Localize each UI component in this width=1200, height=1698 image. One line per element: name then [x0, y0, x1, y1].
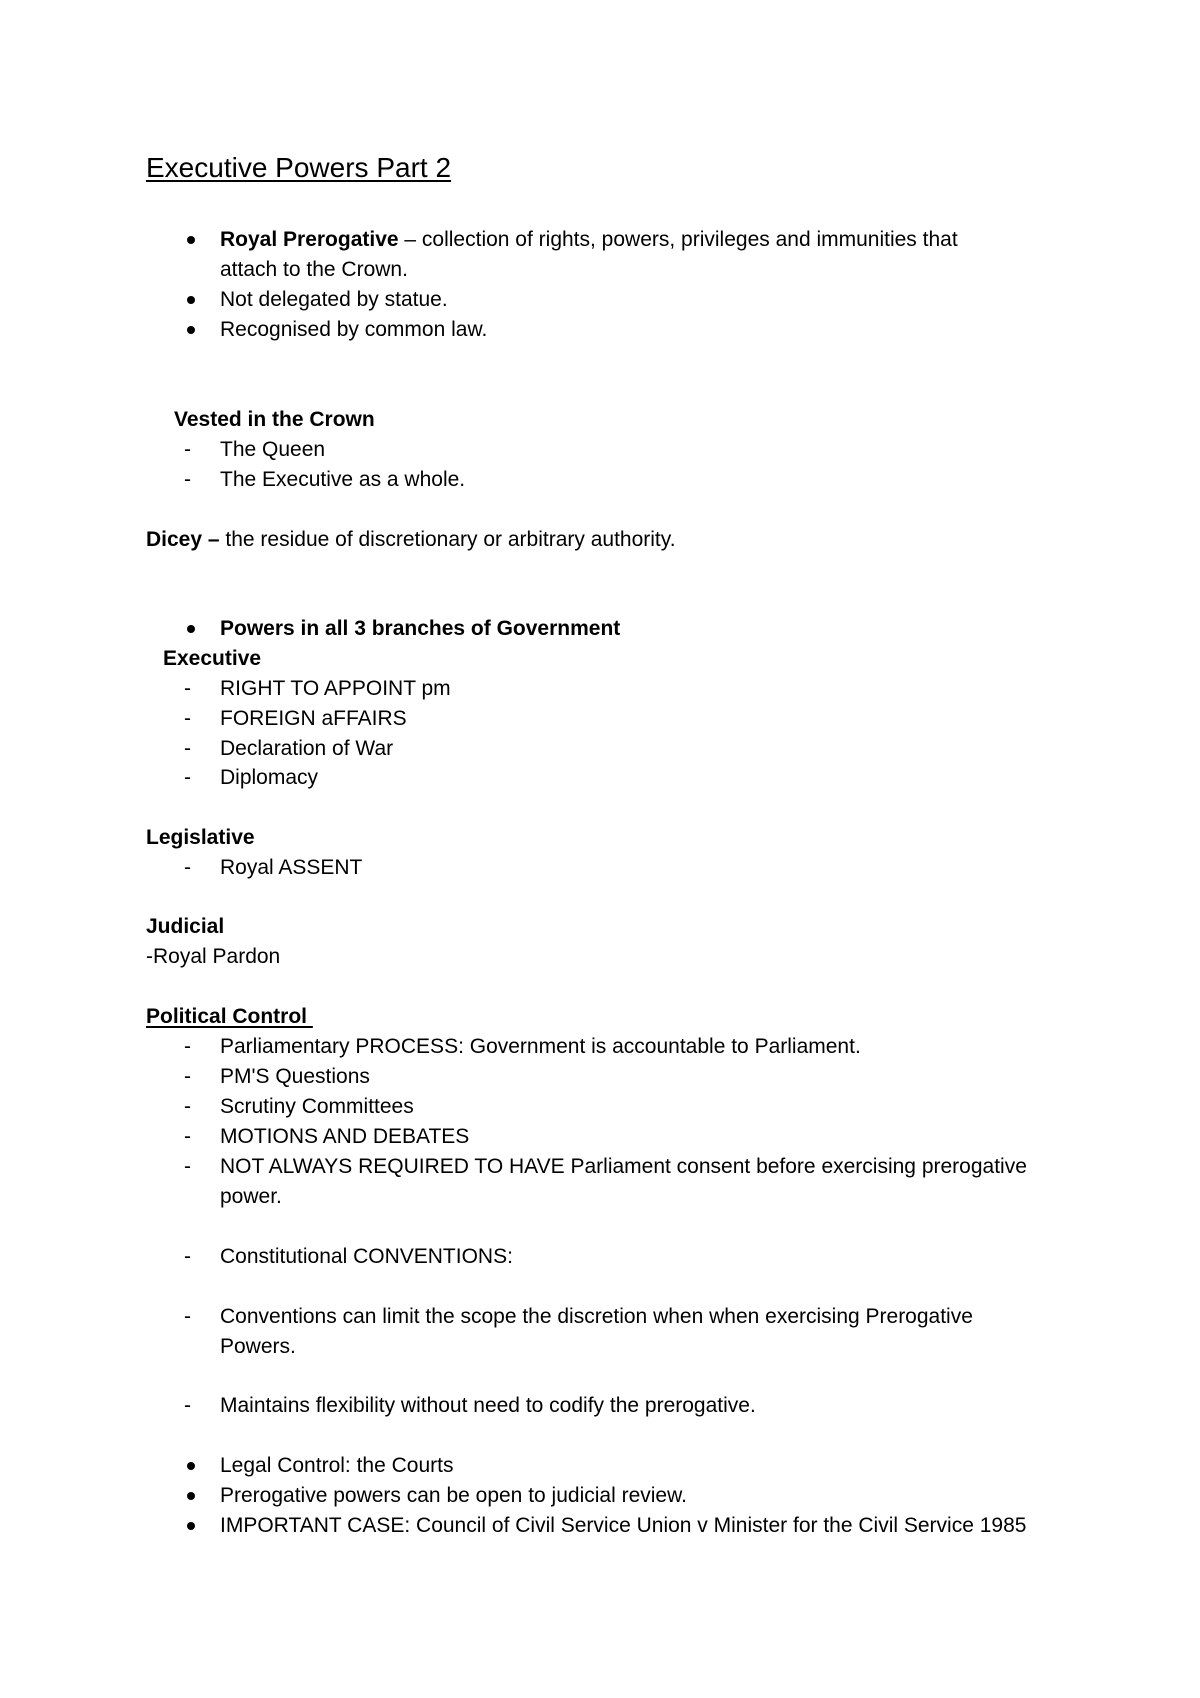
executive-item-2: FOREIGN aFFAIRS — [220, 707, 407, 730]
dash-marker: - — [184, 856, 191, 879]
page-title: Executive Powers Part 2 — [146, 152, 452, 183]
executive-item-3: Declaration of War — [220, 737, 394, 760]
bullet-marker — [187, 236, 195, 244]
political-item-7-continuation: Powers. — [220, 1335, 296, 1358]
dash-marker: - — [184, 1305, 191, 1328]
political-item-5-continuation: power. — [220, 1185, 282, 1208]
dash-marker: - — [184, 1125, 191, 1148]
royal-prerogative-term: Royal Prerogative — [220, 228, 399, 251]
political-item-2: PM'S Questions — [220, 1065, 370, 1088]
political-control-heading: Political Control — [146, 1005, 313, 1028]
dash-marker: - — [184, 1065, 191, 1088]
royal-prerogative-text: – collection of rights, powers, privileges and immunities that — [398, 228, 958, 251]
powers-bullet: Powers in all 3 branches of Government — [220, 617, 621, 640]
intro-bullet-1 — [220, 225, 958, 255]
intro-bullet-2: Not delegated by statue. — [220, 288, 448, 311]
executive-item-4: Diplomacy — [220, 766, 319, 789]
bullet-marker — [187, 1492, 195, 1500]
dash-marker: - — [184, 766, 191, 789]
political-item-6: Constitutional CONVENTIONS: — [220, 1245, 513, 1268]
political-item-3: Scrutiny Committees — [220, 1095, 414, 1118]
intro-bullet-1-continuation: attach to the Crown. — [220, 258, 408, 281]
bullet-marker — [187, 1522, 195, 1530]
dash-marker: - — [184, 468, 191, 491]
bullet-marker — [187, 326, 195, 334]
dicey-term: Dicey – — [146, 528, 220, 551]
dash-marker: - — [184, 707, 191, 730]
political-item-8: Maintains flexibility without need to codify the prerogative. — [220, 1394, 756, 1417]
political-item-5: NOT ALWAYS REQUIRED TO HAVE Parliament consent before exercising prerogative — [220, 1155, 1027, 1178]
vested-item-2: The Executive as a whole. — [220, 468, 466, 491]
political-item-1: Parliamentary PROCESS: Government is accountable to Parliament. — [220, 1035, 861, 1058]
dash-marker: - — [184, 1035, 191, 1058]
executive-item-1: RIGHT TO APPOINT pm — [220, 677, 451, 700]
bullet-marker — [187, 296, 195, 304]
intro-bullet-3: Recognised by common law. — [220, 318, 488, 341]
judicial-item: -Royal Pardon — [146, 945, 281, 968]
political-item-4: MOTIONS AND DEBATES — [220, 1125, 470, 1148]
executive-heading: Executive — [163, 647, 262, 670]
dash-marker: - — [184, 1155, 191, 1178]
bullet-marker — [187, 625, 195, 633]
political-item-7: Conventions can limit the scope the discretion when when exercising Prerogative — [220, 1305, 973, 1328]
legal-bullet-3: IMPORTANT CASE: Council of Civil Service Union v Minister for the Civil Service 1985 — [220, 1514, 1027, 1537]
dash-marker: - — [184, 677, 191, 700]
dash-marker: - — [184, 1245, 191, 1268]
dash-marker: - — [184, 737, 191, 760]
vested-heading: Vested in the Crown — [174, 408, 375, 431]
judicial-heading: Judicial — [146, 915, 225, 938]
dash-marker: - — [184, 438, 191, 461]
dash-marker: - — [184, 1095, 191, 1118]
legislative-item-1: Royal ASSENT — [220, 856, 363, 879]
dicey-text: the residue of discretionary or arbitrary authority. — [219, 528, 676, 551]
vested-item-1: The Queen — [220, 438, 326, 461]
legal-bullet-2: Prerogative powers can be open to judicial review. — [220, 1484, 687, 1507]
legislative-heading: Legislative — [146, 826, 255, 849]
bullet-marker — [187, 1462, 195, 1470]
legal-bullet-1: Legal Control: the Courts — [220, 1454, 454, 1477]
dicey-line — [146, 525, 676, 555]
dash-marker: - — [184, 1394, 191, 1417]
